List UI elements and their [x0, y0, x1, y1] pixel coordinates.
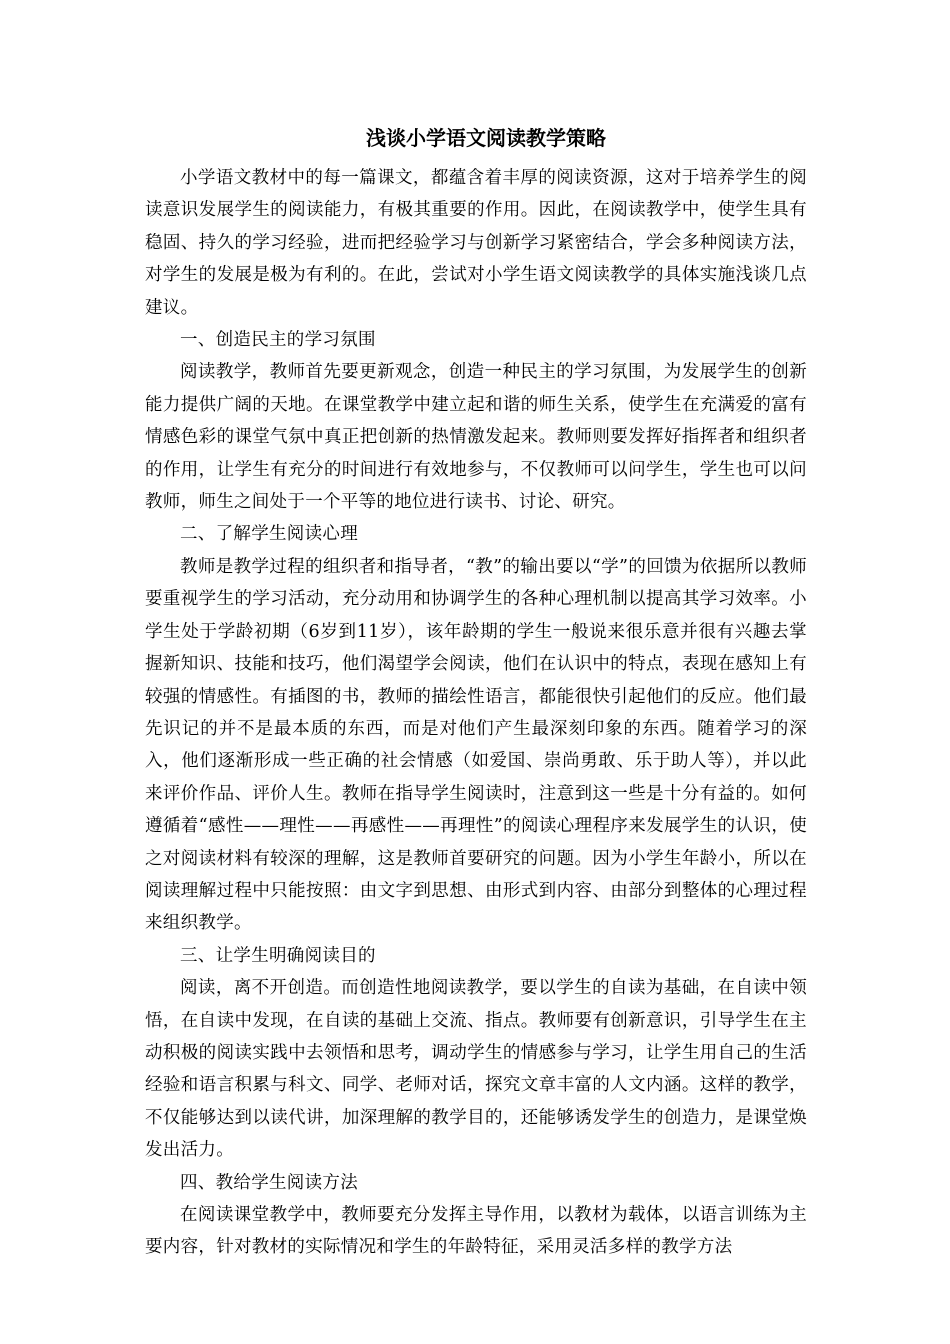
section-paragraph: 阅读教学，教师首先要更新观念，创造一种民主的学习氛围，为发展学生的创新能力提供广阔的天地。在课堂教学中建立起和谐的师生关系，使学生在充满爱的富有情感色彩的课堂气氛中真正把创新的热情激发起来。教师则要发挥好指挥者和组织者的作用，让学生有充分的时间进行有效地参与，不仅教师可以问学生，学生也可以问教师，师生之间处于一个平等的地位进行读书、讨论、研究。	[145, 362, 807, 513]
section-paragraph: 在阅读课堂教学中，教师要充分发挥主导作用，以教材为载体，以语言训练为主要内容，针对教材的实际情况和学生的年龄特征，采用灵活多样的教学方法	[145, 1205, 807, 1258]
section-heading: 一、创造民主的学习氛围	[180, 330, 376, 351]
section-heading: 四、教给学生阅读方法	[180, 1172, 358, 1193]
section-paragraph: 阅读，离不开创造。而创造性地阅读教学，要以学生的自读为基础，在自读中领悟，在自读中发现，在自读的基础上交流、指点。教师要有创新意识，引导学生在主动积极的阅读实践中去领悟和思考，调动学生的情感参与学习，让学生用自己的生活经验和语言积累与科文、同学、老师对话，探究文章丰富的人文内涵。这样的教学，不仅能够达到以读代讲，加深理解的教学目的，还能够诱发学生的创造力，是课堂焕发出活力。	[145, 978, 807, 1161]
section-heading: 二、了解学生阅读心理	[180, 524, 358, 545]
document-page	[145, 114, 807, 1264]
section-heading: 三、让学生明确阅读目的	[180, 945, 376, 966]
document-title: 浅谈小学语文阅读教学策略	[366, 126, 606, 150]
intro-paragraph: 小学语文教材中的每一篇课文，都蕴含着丰厚的阅读资源，这对于培养学生的阅读意识发展学生的阅读能力，有极其重要的作用。因此，在阅读教学中，使学生具有稳固、持久的学习经验，进而把经验学习与创新学习紧密结合，学会多种阅读方法，对学生的发展是极为有利的。在此，尝试对小学生语文阅读教学的具体实施浅谈几点建议。	[145, 168, 807, 318]
section-paragraph: 教师是教学过程的组织者和指导者，“教”的输出要以“学”的回馈为依据所以教师要重视学生的学习活动，充分动用和协调学生的各种心理机制以提高其学习效率。小学生处于学龄初期（6岁到11岁），该年龄期的学生一般说来很乐意并很有兴趣去掌握新知识、技能和技巧，他们渴望学会阅读，他们在认识中的特点，表现在感知上有较强的情感性。有插图的书，教师的描绘性语言，都能很快引起他们的反应。他们最先识记的并不是最本质的东西，而是对他们产生最深刻印象的东西。随着学习的深入，他们逐渐形成一些正确的社会情感（如爱国、崇尚勇敢、乐于助人等），并以此来评价作品、评价人生。教师在指导学生阅读时，注意到这一些是十分有益的。如何遵循着“感性——理性——再感性——再理性”的阅读心理程序来发展学生的认识，使之对阅读材料有较深的理解，这是教师首要研究的问题。因为小学生年龄小，所以在阅读理解过程中只能按照：由文字到思想、由形式到内容、由部分到整体的心理过程来组织教学。	[145, 556, 807, 934]
